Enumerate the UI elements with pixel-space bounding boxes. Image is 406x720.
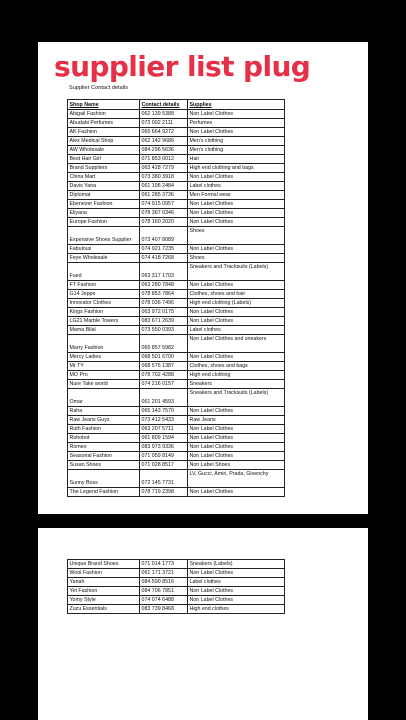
table-row	[68, 218, 285, 227]
cell-shop-name: The Legend Fashion	[68, 488, 140, 497]
cell-shop-name: Ebenezer Fashion	[68, 200, 140, 209]
cell-supplies: Non Label Clothes	[188, 128, 285, 137]
cell-contact: 084 296 5636	[140, 146, 188, 155]
cell-contact: 062 139 5388	[140, 110, 188, 119]
cell-shop-name: Abigail Fashion	[68, 110, 140, 119]
table-row	[68, 191, 285, 200]
table-row	[68, 371, 285, 380]
cell-supplies: Non Label Shoes	[188, 461, 285, 470]
cell-shop-name: Sunny Boss	[68, 470, 140, 488]
cell-shop-name: Fued	[68, 263, 140, 281]
cell-supplies: Shoes	[188, 227, 285, 245]
cell-supplies: Non Label Clothes	[188, 407, 285, 416]
cell-shop-name: Rohobot	[68, 434, 140, 443]
table-row	[68, 362, 285, 371]
cell-supplies: Label clothes	[188, 578, 285, 587]
cell-contact: 078 702 4288	[140, 371, 188, 380]
table-row	[68, 434, 285, 443]
cell-shop-name: Ruth Fashion	[68, 425, 140, 434]
table-row	[68, 308, 285, 317]
cell-shop-name: Yomy Style	[68, 596, 140, 605]
cell-contact: 078 036 7496	[140, 299, 188, 308]
cell-contact: 061 196 2484	[140, 182, 188, 191]
cell-supplies: Label clothes	[188, 182, 285, 191]
cell-contact: 083 739 8468	[140, 605, 188, 614]
cell-shop-name: MO Pro	[68, 371, 140, 380]
cell-contact: 074 921 7235	[140, 245, 188, 254]
table-row	[68, 290, 285, 299]
cell-contact: 063 280 7848	[140, 281, 188, 290]
cell-contact: 084 706 7851	[140, 587, 188, 596]
table-header-row	[68, 100, 285, 110]
cell-supplies: Non Label Clothes	[188, 209, 285, 218]
cell-contact: 074 074 6488	[140, 596, 188, 605]
cell-shop-name: Expensive Shoes Supplier	[68, 227, 140, 245]
cell-supplies: Men's clothing	[188, 137, 285, 146]
table-row	[68, 443, 285, 452]
cell-shop-name: Romeo	[68, 443, 140, 452]
cell-shop-name: Eliyana	[68, 209, 140, 218]
table-row	[68, 596, 285, 605]
cell-supplies: High end clothing and bags	[188, 164, 285, 173]
cell-shop-name: Fabulous	[68, 245, 140, 254]
table-row	[68, 560, 285, 569]
cell-contact: 071 853 0012	[140, 155, 188, 164]
table-row	[68, 263, 285, 281]
table-row	[68, 200, 285, 209]
cell-contact: 071 059 8149	[140, 452, 188, 461]
cell-supplies: Non Label Clothes	[188, 317, 285, 326]
cell-shop-name: G14 Jeppe	[68, 290, 140, 299]
table-row	[68, 164, 285, 173]
cell-contact: 061 171 3721	[140, 569, 188, 578]
cell-shop-name: Omar	[68, 389, 140, 407]
cell-shop-name: Yanah	[68, 578, 140, 587]
cell-supplies: Non Label Clothes	[188, 452, 285, 461]
cell-supplies: Non Label Clothes	[188, 488, 285, 497]
cell-contact: 084 590 8516	[140, 578, 188, 587]
cell-contact: 083 973 9336	[140, 443, 188, 452]
page-title: supplier list plug	[54, 50, 311, 83]
cell-supplies: High end clothing (Labels)	[188, 299, 285, 308]
document-page-1	[38, 42, 368, 514]
cell-contact: 074 418 7268	[140, 254, 188, 263]
cell-supplies: Non Label Clothes	[188, 200, 285, 209]
cell-contact: 071 028 8517	[140, 461, 188, 470]
cell-shop-name: Seasonal Fashion	[68, 452, 140, 461]
table-row	[68, 182, 285, 191]
table-row	[68, 353, 285, 362]
cell-contact: 063 972 0175	[140, 308, 188, 317]
cell-supplies: Label clothes	[188, 326, 285, 335]
cell-supplies: Clothes, shoes and bags	[188, 362, 285, 371]
table-row	[68, 380, 285, 389]
cell-supplies: Non Label Clothes	[188, 173, 285, 182]
cell-shop-name: Mr TY	[68, 362, 140, 371]
table-row	[68, 146, 285, 155]
cell-contact: 065 143 7570	[140, 407, 188, 416]
cell-contact: 071 014 1773	[140, 560, 188, 569]
table-row	[68, 281, 285, 290]
cell-contact: 078 719 2398	[140, 488, 188, 497]
header-supplies: Supplies	[188, 100, 285, 110]
cell-supplies: High end clothing	[188, 371, 285, 380]
cell-shop-name: Europe Fashion	[68, 218, 140, 227]
cell-shop-name: Nure Take world	[68, 380, 140, 389]
table-row	[68, 317, 285, 326]
cell-shop-name: China Mart	[68, 173, 140, 182]
header-contact-details: Contact details	[140, 100, 188, 110]
table-row	[68, 452, 285, 461]
table-row	[68, 254, 285, 263]
cell-shop-name: Diplomat	[68, 191, 140, 200]
cell-shop-name: FT Fashion	[68, 281, 140, 290]
table-row	[68, 299, 285, 308]
cell-contact: 078 853 7864	[140, 290, 188, 299]
table-row	[68, 173, 285, 182]
cell-shop-name: Mama Bilal	[68, 326, 140, 335]
cell-contact: 068 576 1387	[140, 362, 188, 371]
table-row	[68, 335, 285, 353]
header-shop-name: Shop Name	[68, 100, 140, 110]
cell-supplies: Non Label Clothes	[188, 245, 285, 254]
table-row	[68, 578, 285, 587]
cell-shop-name: Innovator Clothes	[68, 299, 140, 308]
cell-contact: 074 915 0957	[140, 200, 188, 209]
cell-shop-name: Davis Yana	[68, 182, 140, 191]
cell-supplies: Men Formal wear	[188, 191, 285, 200]
cell-supplies: Non Label Clothes	[188, 425, 285, 434]
table-row	[68, 155, 285, 164]
cell-contact: 074 216 0157	[140, 380, 188, 389]
cell-contact: 073 412 5433	[140, 416, 188, 425]
table-row	[68, 569, 285, 578]
cell-supplies: Perfumes	[188, 119, 285, 128]
cell-supplies: Non Label Clothes	[188, 281, 285, 290]
table-row	[68, 110, 285, 119]
cell-contact: 073 380 3918	[140, 173, 188, 182]
cell-supplies: Non Label Clothes	[188, 308, 285, 317]
cell-shop-name: Alex Medical Shop	[68, 137, 140, 146]
table-row	[68, 605, 285, 614]
cell-contact: 063 207 5711	[140, 425, 188, 434]
cell-supplies: Sneakers and Tracksuits (Labels)	[188, 263, 285, 281]
cell-supplies: Non Label Clothes	[188, 218, 285, 227]
cell-contact: 068 501 6700	[140, 353, 188, 362]
cell-shop-name: Mercy Ladies	[68, 353, 140, 362]
cell-supplies: Non Label Clothes	[188, 596, 285, 605]
cell-supplies: Raw Jeans	[188, 416, 285, 425]
table-row	[68, 461, 285, 470]
document-page-2	[38, 528, 368, 720]
cell-supplies: Sneakers	[188, 380, 285, 389]
cell-supplies: Non Label Clothes	[188, 569, 285, 578]
cell-shop-name: Kings Fashion	[68, 308, 140, 317]
cell-shop-name: Susan Shoes	[68, 461, 140, 470]
cell-shop-name: Feye Wholesale	[68, 254, 140, 263]
cell-supplies: Men's clothing	[188, 146, 285, 155]
supplier-table-continued	[67, 559, 285, 614]
table-row	[68, 389, 285, 407]
cell-supplies: Non Label Clothes	[188, 587, 285, 596]
cell-supplies: Clothes, shoes and hair	[188, 290, 285, 299]
cell-supplies: Hair	[188, 155, 285, 164]
cell-contact: 078 160 2020	[140, 218, 188, 227]
cell-contact: 073 002 2111	[140, 119, 188, 128]
cell-shop-name: Zuzu Essentials	[68, 605, 140, 614]
cell-supplies: Non Label Clothes	[188, 353, 285, 362]
cell-supplies: LV, Gucci, Amiri, Prada, Givenchy	[188, 470, 285, 488]
table-row	[68, 326, 285, 335]
cell-contact: 073 407 8089	[140, 227, 188, 245]
cell-contact: 065 857 5982	[140, 335, 188, 353]
cell-shop-name: AW Wholesale	[68, 146, 140, 155]
cell-contact: 083 671 2639	[140, 317, 188, 326]
cell-contact: 065 664 9272	[140, 128, 188, 137]
cell-shop-name: Brand Suppliers	[68, 164, 140, 173]
table-row	[68, 488, 285, 497]
cell-shop-name: Unique Brand Shoes	[68, 560, 140, 569]
cell-shop-name: Wool Fashion	[68, 569, 140, 578]
cell-shop-name: Best Hair Girl	[68, 155, 140, 164]
table-row	[68, 128, 285, 137]
cell-supplies: High end clothes	[188, 605, 285, 614]
cell-supplies: Non Label Clothes	[188, 434, 285, 443]
cell-shop-name: Raha	[68, 407, 140, 416]
cell-contact: 061 201 4593	[140, 389, 188, 407]
cell-supplies: Sneakers (Labels)	[188, 560, 285, 569]
cell-shop-name: Marry Fashion	[68, 335, 140, 353]
cell-shop-name: Abudabi Perfumes	[68, 119, 140, 128]
table-row	[68, 137, 285, 146]
table-row	[68, 416, 285, 425]
supplier-table	[67, 99, 285, 497]
cell-supplies: Sneakers and Tracksuits (Labels)	[188, 389, 285, 407]
table-row	[68, 119, 285, 128]
table-row	[68, 470, 285, 488]
table-row	[68, 227, 285, 245]
cell-shop-name: LG21 Marble Towers	[68, 317, 140, 326]
cell-contact: 063 317 1703	[140, 263, 188, 281]
cell-contact: 072 145 7731	[140, 470, 188, 488]
cell-contact: 061 285 3736	[140, 191, 188, 200]
table-row	[68, 425, 285, 434]
table-row	[68, 407, 285, 416]
cell-supplies: Non Label Clothes	[188, 443, 285, 452]
cell-contact: 063 428 7279	[140, 164, 188, 173]
table-row	[68, 587, 285, 596]
cell-contact: 073 550 0393	[140, 326, 188, 335]
cell-shop-name: Raw Jeans Guys	[68, 416, 140, 425]
cell-shop-name: Yet Fashion	[68, 587, 140, 596]
cell-supplies: Shoes	[188, 254, 285, 263]
cell-contact: 078 367 0346	[140, 209, 188, 218]
cell-supplies: Non Label Clothes and sneakers	[188, 335, 285, 353]
table-row	[68, 209, 285, 218]
cell-shop-name: AK Fashion	[68, 128, 140, 137]
cell-contact: 062 142 9686	[140, 137, 188, 146]
page-subtitle: Supplier Contact details	[69, 85, 129, 91]
cell-supplies: Non Label Clothes	[188, 110, 285, 119]
table-row	[68, 245, 285, 254]
cell-contact: 061 809 1594	[140, 434, 188, 443]
